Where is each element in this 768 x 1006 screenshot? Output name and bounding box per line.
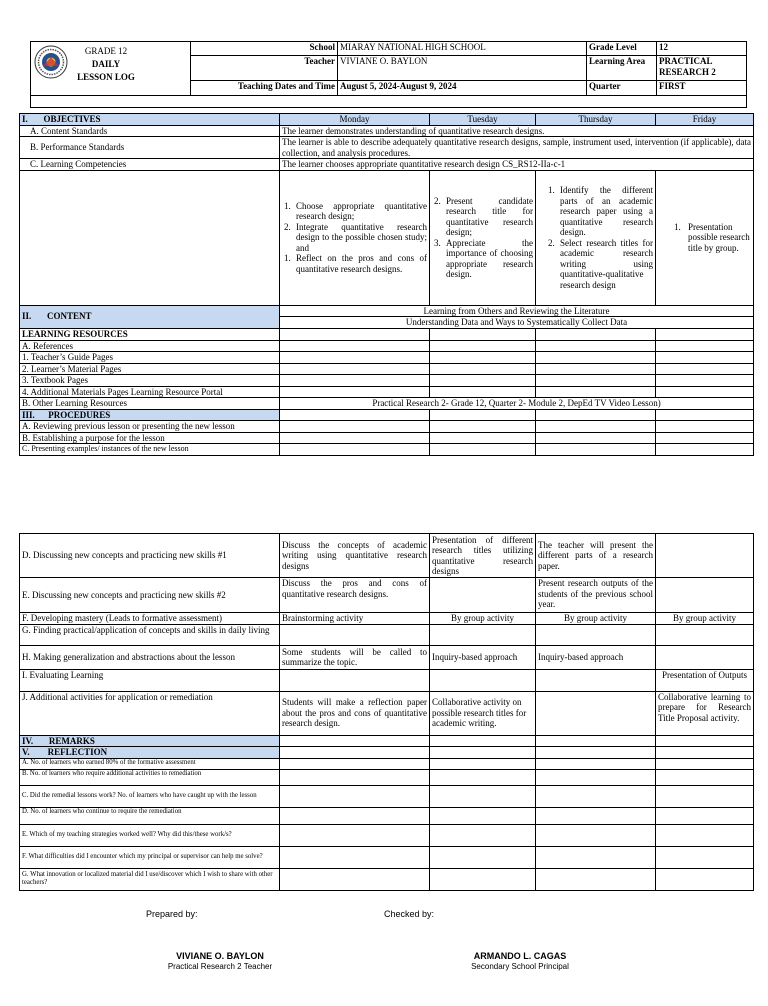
other-resources-label: B. Other Learning Resources xyxy=(20,398,280,410)
resource-textbook: 3. Textbook Pages xyxy=(20,375,280,387)
procedure-j-tuesday: Collaborative activity on possible research titles for academic writing. xyxy=(430,691,536,735)
procedure-i-friday: Presentation of Outputs xyxy=(656,669,754,691)
tuesday-obj-1: 2. Present candidate research title for quantitative research design; xyxy=(434,195,533,237)
teacher-label: Teacher xyxy=(191,56,338,80)
reflection-a: A. No. of learners who earned 80% of the formative assessment xyxy=(20,758,280,769)
learning-area-value: PRACTICAL RESEARCH 2 xyxy=(657,56,747,80)
preparer-title: Practical Research 2 Teacher xyxy=(167,962,273,971)
checker-title: Secondary School Principal xyxy=(471,962,569,971)
procedure-h: H. Making generalization and abstractions about the lesson xyxy=(20,645,280,669)
thursday-objectives xyxy=(536,170,656,305)
procedure-j-monday: Students will make a reflection paper about the pros and cons of quantitative research design. xyxy=(280,691,430,735)
monday-objectives xyxy=(280,170,430,305)
monday-obj-3: 1. Reflect on the pros and cons of quantitative research designs. xyxy=(284,253,427,274)
friday-obj-1: 1. Presentation possible research title by group. xyxy=(674,221,750,253)
day-friday: Friday xyxy=(656,114,754,126)
lesson-table-top xyxy=(19,113,754,456)
content-line-1: Learning from Others and Reviewing the Literature xyxy=(280,305,754,317)
lesson-table-bottom xyxy=(19,533,754,891)
procedure-e-monday: Discuss the pros and cons of quantitative research designs. xyxy=(280,578,430,613)
procedure-h-tuesday: Inquiry-based approach xyxy=(430,645,536,669)
learning-competencies-value: The learner chooses appropriate quantitative research design CS_RS12-IIa-c-1 xyxy=(280,159,754,171)
procedures-heading: III. PROCEDURES xyxy=(20,409,280,421)
friday-objectives xyxy=(656,170,754,305)
procedure-d-thursday: The teacher will present the different parts of a research paper. xyxy=(536,534,656,578)
procedure-f-thursday: By group activity xyxy=(536,613,656,625)
content-line-2: Understanding Data and Ways to Systematically Collect Data xyxy=(280,317,754,329)
procedure-h-monday: Some students will be called to summarize the topic. xyxy=(280,645,430,669)
procedure-c: C. Presenting examples/ instances of the new lesson xyxy=(20,444,280,456)
reflection-g: G. What innovation or localized material did I use/discover which I wish to share with other teachers? xyxy=(20,868,280,890)
reflection-heading: V. REFLECTION xyxy=(20,747,280,759)
procedure-f-monday: Brainstorming activity xyxy=(280,613,430,625)
day-tuesday: Tuesday xyxy=(430,114,536,126)
procedure-h-thursday: Inquiry-based approach xyxy=(536,645,656,669)
thursday-obj-1: 1. Identify the different parts of an academic research paper using a quantitative research design. xyxy=(548,185,653,237)
procedure-i: I. Evaluating Learning xyxy=(20,669,280,691)
reflection-c: C. Did the remedial lessons work? No. of learners who have caught up with the lesson xyxy=(20,785,280,807)
quarter-label: Quarter xyxy=(587,80,657,95)
other-resources-value: Practical Research 2- Grade 12, Quarter 2- Module 2, DepEd TV Video Lesson) xyxy=(280,398,754,410)
checked-by-label: Checked by: xyxy=(384,909,435,919)
procedure-a: A. Reviewing previous lesson or presenting the new lesson xyxy=(20,421,280,433)
reflection-f: F. What difficulties did I encounter which my principal or supervisor can help me solve? xyxy=(20,846,280,868)
references-label: A. References xyxy=(20,340,280,352)
school-label: School xyxy=(191,42,338,56)
procedure-e-thursday: Present research outputs of the students of the previous school year. xyxy=(536,578,656,613)
logo-cell xyxy=(31,42,191,96)
checker-name: ARMANDO L. CAGAS xyxy=(473,951,567,961)
remarks-heading: IV. REMARKS xyxy=(20,735,280,747)
reflection-b: B. No. of learners who require additional activities to remediation xyxy=(20,769,280,785)
procedure-d-monday: Discuss the concepts of academic writing using quantitative research designs xyxy=(280,534,430,578)
content-heading: II. CONTENT xyxy=(20,305,280,328)
procedure-e: E. Discussing new concepts and practicing new skills #2 xyxy=(20,578,280,613)
content-standards-value: The learner demonstrates understanding of quantitative research designs. xyxy=(280,125,754,137)
tuesday-obj-2: 3. Appreciate the importance of choosing appropriate research design. xyxy=(434,237,533,279)
procedure-j: J. Additional activities for application or remediation xyxy=(20,691,280,735)
resource-additional-materials: 4. Additional Materials Pages Learning Resource Portal xyxy=(20,386,280,398)
grade-label: GRADE 12 xyxy=(84,46,128,56)
procedure-f-friday: By group activity xyxy=(656,613,754,625)
day-monday: Monday xyxy=(280,114,430,126)
preparer-name: VIVIANE O. BAYLON xyxy=(176,951,264,961)
grade-level-label: Grade Level xyxy=(587,42,657,56)
header-table xyxy=(30,41,747,108)
resource-teachers-guide: 1. Teacher’s Guide Pages xyxy=(20,352,280,364)
monday-obj-1: 1. Choose appropriate quantitative research design; xyxy=(284,200,427,222)
objectives-heading: I. OBJECTIVES xyxy=(20,114,280,126)
header-spacer-row xyxy=(31,95,747,107)
objectives-spacer xyxy=(20,170,280,305)
school-value: MIARAY NATIONAL HIGH SCHOOL xyxy=(338,42,587,56)
quarter-value: FIRST xyxy=(657,80,747,95)
performance-standards-value: The learner is able to describe adequately quantitative research designs, sample, instrument used, intervention (if applicable), data collection, and analysis procedures. xyxy=(280,137,754,159)
monday-obj-2: 2. Integrate quantitative research design to the possible chosen study; and xyxy=(284,221,427,253)
learning-area-label: Learning Area xyxy=(587,56,657,80)
prepared-by-label: Prepared by: xyxy=(146,909,198,919)
procedure-f: F. Developing mastery (Leads to formative assessment) xyxy=(20,613,280,625)
content-standards-label: A. Content Standards xyxy=(20,125,280,137)
grade-level-value: 12 xyxy=(657,42,747,56)
procedure-b: B. Establishing a purpose for the lesson xyxy=(20,432,280,444)
tuesday-objectives xyxy=(430,170,536,305)
learning-resources-heading: LEARNING RESOURCES xyxy=(20,328,280,340)
learning-competencies-label: C. Learning Competencies xyxy=(20,159,280,171)
thursday-obj-2: 2. Select research titles for academic research writing using quantitative-qualitative research design xyxy=(548,237,653,290)
reflection-e: E. Which of my teaching strategies worked well? Why did this/these work/s? xyxy=(20,824,280,846)
performance-standards-label: B. Performance Standards xyxy=(20,137,280,159)
resource-learners-material: 2. Learner’s Material Pages xyxy=(20,363,280,375)
teacher-value: VIVIANE O. BAYLON xyxy=(338,56,587,80)
procedure-d: D. Discussing new concepts and practicing new skills #1 xyxy=(20,534,280,578)
dates-label: Teaching Dates and Time xyxy=(191,80,338,95)
procedure-g: G. Finding practical/application of concepts and skills in daily living xyxy=(20,624,280,645)
reflection-d: D. No. of learners who continue to require the remediation xyxy=(20,807,280,824)
dates-value: August 5, 2024-August 9, 2024 xyxy=(338,80,587,95)
title-daily: DAILY xyxy=(91,59,121,69)
day-thursday: Thursday xyxy=(536,114,656,126)
deped-seal-icon xyxy=(34,45,68,79)
procedure-d-tuesday: Presentation of different research titles utilizing quantitative research designs xyxy=(430,534,536,578)
title-lesson-log: LESSON LOG xyxy=(77,72,135,82)
procedure-f-tuesday: By group activity xyxy=(430,613,536,625)
procedure-j-friday: Collaborative learning to prepare for Research Title Proposal activity. xyxy=(656,691,754,735)
